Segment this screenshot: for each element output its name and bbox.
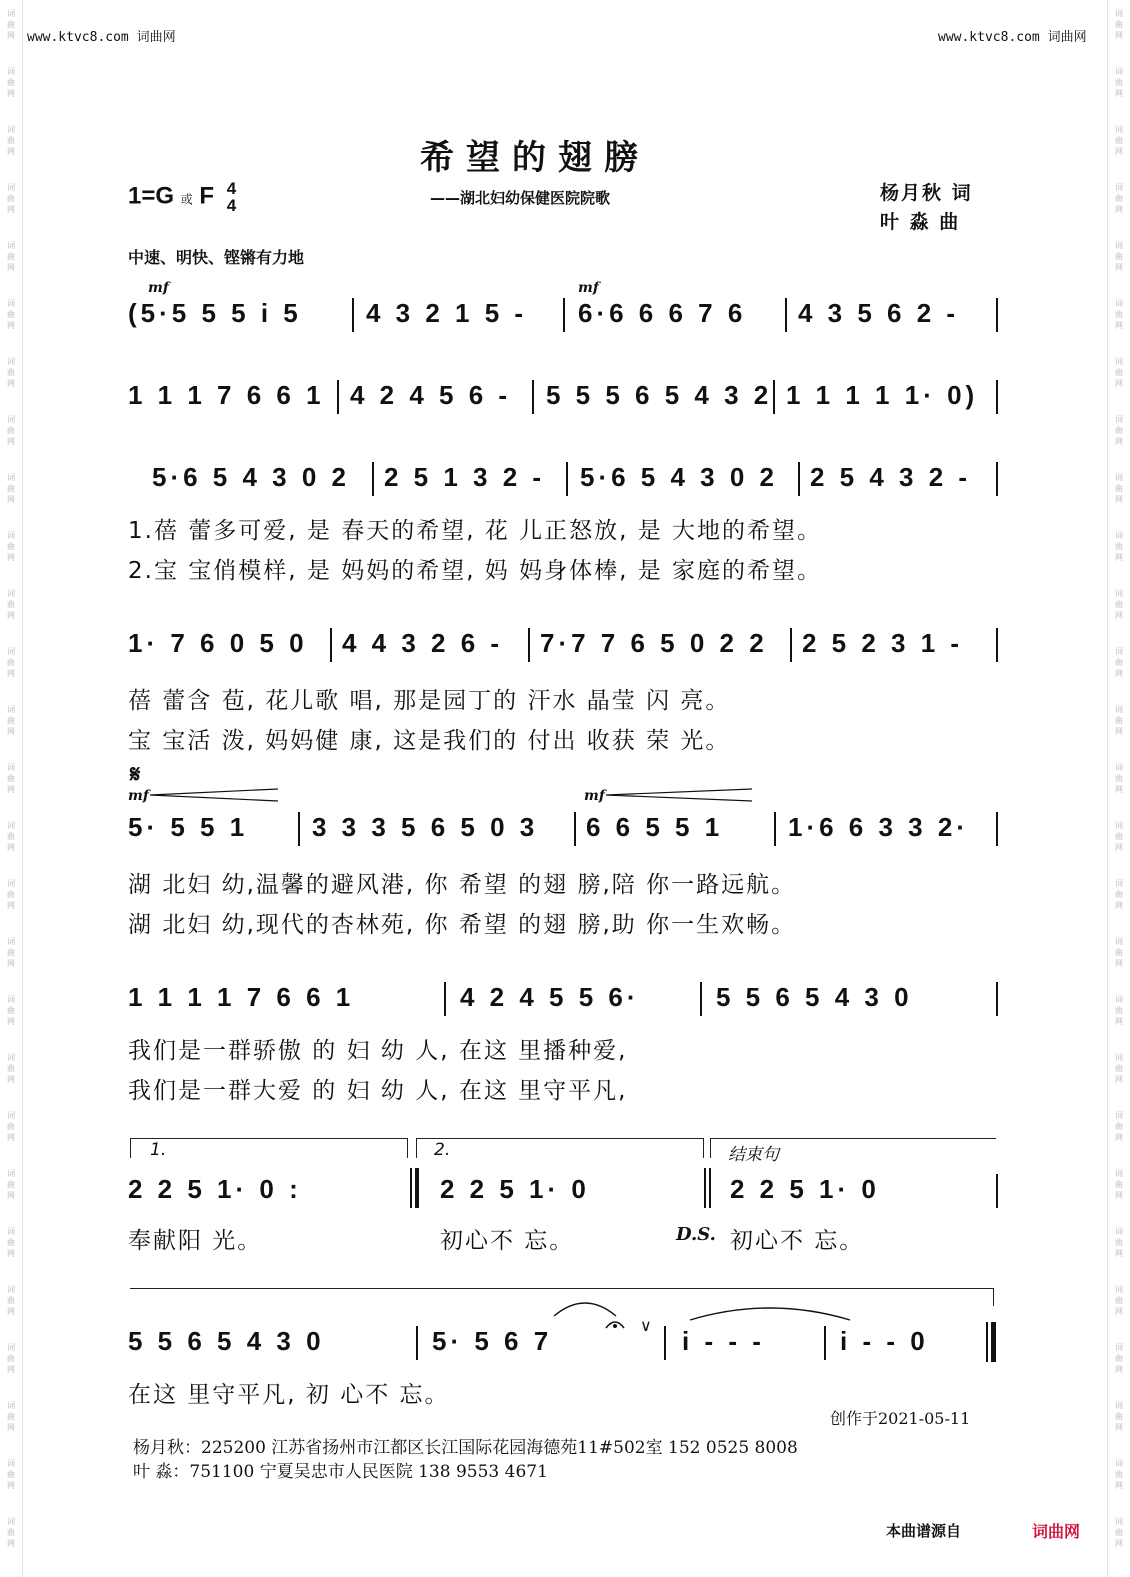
- volta-bracket-2: [416, 1138, 704, 1139]
- bar-line: [824, 1326, 826, 1360]
- bar-line: [774, 812, 776, 846]
- composer-credit: 叶 淼 曲: [880, 211, 961, 233]
- side-watermark: 词 曲 网: [7, 1227, 15, 1258]
- dynamic-mf: mf: [128, 788, 149, 804]
- lyric-line-verse2: 湖 北妇 幼,现代的杏林苑, 你 希望 的翅 膀,助 你一生欢畅。: [128, 912, 797, 938]
- measure: (5·5 5 5 i 5: [128, 298, 302, 328]
- side-watermark: 词 曲 网: [7, 763, 15, 794]
- crescendo-hairpin: [606, 788, 754, 802]
- side-watermark: 词 曲 网: [7, 1401, 15, 1432]
- side-watermark: 词 曲 网: [1115, 937, 1123, 968]
- side-watermark: 词 曲 网: [1115, 1517, 1123, 1548]
- site-url-left[interactable]: www.ktvc8.com 词曲网: [27, 30, 176, 45]
- ending-bracket: [710, 1138, 996, 1139]
- side-watermark: 词 曲 网: [7, 1517, 15, 1548]
- side-watermark: 词 曲 网: [7, 9, 15, 40]
- time-signature: [227, 180, 236, 214]
- bar-line: [996, 628, 998, 662]
- bar-line: [528, 628, 530, 662]
- measure: 1· 7 6 0 5 0: [128, 628, 308, 658]
- final-barline-thin: [986, 1322, 988, 1362]
- side-watermark: 词 曲 网: [7, 183, 15, 214]
- side-watermark: 词 曲 网: [7, 589, 15, 620]
- side-watermark: 词 曲 网: [1115, 1227, 1123, 1258]
- side-watermark: 词 曲 网: [1115, 1053, 1123, 1084]
- left-watermark-strip: [0, 0, 23, 1577]
- side-watermark: 词 曲 网: [1115, 1343, 1123, 1374]
- volta-bracket-2-left: [416, 1138, 417, 1158]
- lyric-line-verse2: 我们是一群大爱 的 妇 幼 人, 在这 里守平凡,: [128, 1078, 628, 1104]
- lyric-line-verse1: 湖 北妇 幼,温馨的避风港, 你 希望 的翅 膀,陪 你一路远航。: [128, 872, 797, 898]
- side-watermark: 词 曲 网: [1115, 357, 1123, 388]
- fermata-icon: [604, 1316, 626, 1330]
- time-bottom: 4: [226, 196, 237, 215]
- side-watermark: 词 曲 网: [1115, 9, 1123, 40]
- key-or: 或: [180, 192, 193, 207]
- measure: 4 2 4 5 5 6·: [460, 982, 640, 1012]
- key-alt: F: [199, 182, 215, 210]
- side-watermark: 词 曲 网: [7, 1053, 15, 1084]
- ending-lyric-1: 奉献阳 光。: [128, 1228, 263, 1254]
- bar-line: [574, 812, 576, 846]
- side-watermark: 词 曲 网: [7, 1343, 15, 1374]
- bar-line: [372, 462, 374, 496]
- measure: 1 1 1 1 7 6 6 1: [128, 982, 355, 1012]
- side-watermark: 词 曲 网: [1115, 125, 1123, 156]
- side-watermark: 词 曲 网: [7, 647, 15, 678]
- composed-date: 创作于2021-05-11: [830, 1409, 971, 1428]
- volta-1-label: 1.: [150, 1140, 167, 1160]
- measure: 7·7 7 6 5 0 2 2: [540, 628, 768, 658]
- ending-bracket-left: [710, 1138, 711, 1158]
- measure: 2 2 5 1· 0: [440, 1174, 590, 1204]
- side-watermark: 词 曲 网: [1115, 299, 1123, 330]
- side-watermark: 词 曲 网: [7, 705, 15, 736]
- lyric-line-verse2: 宝 宝活 泼, 妈妈健 康, 这是我们的 付出 收获 荣 光。: [128, 728, 731, 754]
- measure: 2 5 4 3 2 -: [810, 462, 972, 492]
- measure: 1 1 1 7 6 6 1: [128, 380, 325, 410]
- lyric-line-verse1: 我们是一群骄傲 的 妇 幼 人, 在这 里播种爱,: [128, 1038, 628, 1064]
- dynamic-mf: mf: [578, 280, 599, 296]
- bar-line: [563, 298, 565, 332]
- side-watermark: 词 曲 网: [1115, 1285, 1123, 1316]
- measure: 5·6 5 4 3 0 2: [580, 462, 778, 492]
- dynamic-mf: mf: [148, 280, 169, 296]
- side-watermark: 词 曲 网: [7, 241, 15, 272]
- side-watermark: 词 曲 网: [7, 299, 15, 330]
- bar-line: [996, 298, 998, 332]
- measure: 5 5 5 6 5 4 3 2: [546, 380, 773, 410]
- measure: 5 5 6 5 4 3 0: [716, 982, 913, 1012]
- measure: 4 3 2 1 5 -: [366, 298, 528, 328]
- volta-bracket-1-left: [130, 1138, 131, 1158]
- lyric-line-verse1: 蓓 蕾含 苞, 花儿歌 唱, 那是园丁的 汗水 晶莹 闪 亮。: [128, 688, 731, 714]
- side-watermark: 词 曲 网: [7, 1111, 15, 1142]
- measure: i - - -: [682, 1326, 765, 1356]
- bar-line: [996, 380, 998, 414]
- measure: i - - 0: [840, 1326, 929, 1356]
- key-main: 1=G: [128, 182, 175, 210]
- measure: 5· 5 6 7: [432, 1326, 553, 1356]
- side-watermark: 词 曲 网: [1115, 1111, 1123, 1142]
- side-watermark: 词 曲 网: [7, 415, 15, 446]
- bar-line: [566, 462, 568, 496]
- ending-lyric-2: 初心不 忘。: [440, 1228, 575, 1254]
- measure: 2 2 5 1· 0: [730, 1174, 880, 1204]
- side-watermark: 词 曲 网: [1115, 879, 1123, 910]
- double-barline: [704, 1168, 706, 1208]
- repeat-end-barline-thick: [415, 1168, 419, 1208]
- tie-slur: [686, 1300, 854, 1322]
- repeat-end-barline: [410, 1168, 412, 1208]
- lyricist-contact: 杨月秋：225200 江苏省扬州市江都区长江国际花园海德苑11#502室 152 0525 8008: [133, 1438, 798, 1458]
- ending-bracket-continued: [130, 1288, 994, 1289]
- side-watermark: 词 曲 网: [1115, 995, 1123, 1026]
- side-watermark: 词 曲 网: [1115, 705, 1123, 736]
- lyricist-credit: 杨月秋 词: [880, 182, 973, 204]
- side-watermark: 词 曲 网: [7, 357, 15, 388]
- measure: 6·6 6 6 7 6: [578, 298, 747, 328]
- measure: 4 4 3 2 6 -: [342, 628, 504, 658]
- time-top: 4: [226, 179, 237, 198]
- side-watermark: 词 曲 网: [7, 1285, 15, 1316]
- double-barline: [709, 1168, 711, 1208]
- song-subtitle: ——湖北妇幼保健医院院歌: [430, 189, 611, 207]
- lyric-line-verse2: 2.宝 宝俏模样, 是 妈妈的希望, 妈 妈身体棒, 是 家庭的希望。: [128, 558, 823, 584]
- volta-bracket-1-right: [407, 1138, 408, 1158]
- right-watermark-strip: [1107, 0, 1130, 1577]
- measure: 4 2 4 5 6 -: [350, 380, 512, 410]
- side-watermark: 词 曲 网: [1115, 1401, 1123, 1432]
- brand-logo-text[interactable]: 词曲网: [1032, 1522, 1081, 1541]
- side-watermark: 词 曲 网: [7, 937, 15, 968]
- source-note: 本曲谱源自: [886, 1522, 962, 1540]
- ending-label: 结束句: [728, 1145, 779, 1165]
- ending-bracket-end: [993, 1288, 994, 1306]
- lyric-line-verse1: 1.蓓 蕾多可爱, 是 春天的希望, 花 儿正怒放, 是 大地的希望。: [128, 518, 823, 544]
- bar-line: [996, 462, 998, 496]
- side-watermark: 词 曲 网: [1115, 473, 1123, 504]
- side-watermark: 词 曲 网: [7, 995, 15, 1026]
- measure: 1 1 1 1 1· 0): [786, 380, 979, 410]
- volta-2-label: 2.: [434, 1140, 451, 1160]
- bar-line: [664, 1326, 666, 1360]
- final-barline-thick: [991, 1322, 996, 1362]
- crescendo-hairpin: [150, 788, 280, 802]
- bar-line: [996, 1174, 998, 1208]
- bar-line: [798, 462, 800, 496]
- breath-mark: ∨: [640, 1316, 652, 1335]
- measure: 3 3 3 5 6 5 0 3: [312, 812, 539, 842]
- side-watermark: 词 曲 网: [7, 821, 15, 852]
- measure: 4 3 5 6 2 -: [798, 298, 960, 328]
- bar-line: [337, 380, 339, 414]
- measure: 6 6 5 5 1: [586, 812, 724, 842]
- measure: 5 5 6 5 4 3 0: [128, 1326, 325, 1356]
- measure: 2 5 2 3 1 -: [802, 628, 964, 658]
- bar-line: [352, 298, 354, 332]
- side-watermark: 词 曲 网: [7, 125, 15, 156]
- measure: 1·6 6 3 3 2·: [788, 812, 969, 842]
- measure: 2 5 1 3 2 -: [384, 462, 546, 492]
- side-watermark: 词 曲 网: [1115, 241, 1123, 272]
- side-watermark: 词 曲 网: [1115, 183, 1123, 214]
- dynamic-mf: mf: [584, 788, 605, 804]
- bar-line: [444, 982, 446, 1016]
- bar-line: [416, 1326, 418, 1360]
- final-lyric: 在这 里守平凡, 初 心不 忘。: [128, 1382, 450, 1408]
- measure: 5·6 5 4 3 0 2: [152, 462, 350, 492]
- side-watermark: 词 曲 网: [7, 473, 15, 504]
- bar-line: [785, 298, 787, 332]
- composer-contact: 叶 淼：751100 宁夏吴忠市人民医院 138 9553 4671: [133, 1462, 548, 1482]
- side-watermark: 词 曲 网: [1115, 821, 1123, 852]
- measure: 2 2 5 1· 0 :: [128, 1174, 302, 1204]
- tempo-marking: 中速、明快、铿锵有力地: [128, 248, 305, 267]
- bar-line: [996, 812, 998, 846]
- side-watermark: 词 曲 网: [7, 1459, 15, 1490]
- side-watermark: 词 曲 网: [1115, 763, 1123, 794]
- side-watermark: 词 曲 网: [7, 1169, 15, 1200]
- side-watermark: 词 曲 网: [1115, 647, 1123, 678]
- bar-line: [790, 628, 792, 662]
- dal-segno-mark: D.S.: [676, 1224, 716, 1245]
- bar-line: [330, 628, 332, 662]
- segno-sign: 𝄋: [130, 760, 141, 788]
- side-watermark: 词 曲 网: [1115, 531, 1123, 562]
- site-url-right[interactable]: www.ktvc8.com 词曲网: [938, 30, 1087, 45]
- bar-line: [996, 982, 998, 1016]
- side-watermark: 词 曲 网: [7, 531, 15, 562]
- key-signature: [128, 180, 236, 214]
- side-watermark: 词 曲 网: [1115, 67, 1123, 98]
- ending-lyric-3: 初心不 忘。: [730, 1228, 865, 1254]
- side-watermark: 词 曲 网: [1115, 415, 1123, 446]
- volta-bracket-1: [130, 1138, 408, 1139]
- measure: 5· 5 5 1: [128, 812, 249, 842]
- volta-bracket-2-right: [703, 1138, 704, 1158]
- side-watermark: 词 曲 网: [7, 67, 15, 98]
- side-watermark: 词 曲 网: [7, 879, 15, 910]
- side-watermark: 词 曲 网: [1115, 1459, 1123, 1490]
- bar-line: [532, 380, 534, 414]
- side-watermark: 词 曲 网: [1115, 589, 1123, 620]
- song-title: 希望的翅膀: [420, 138, 650, 178]
- bar-line: [298, 812, 300, 846]
- bar-line: [773, 380, 775, 414]
- bar-line: [700, 982, 702, 1016]
- side-watermark: 词 曲 网: [1115, 1169, 1123, 1200]
